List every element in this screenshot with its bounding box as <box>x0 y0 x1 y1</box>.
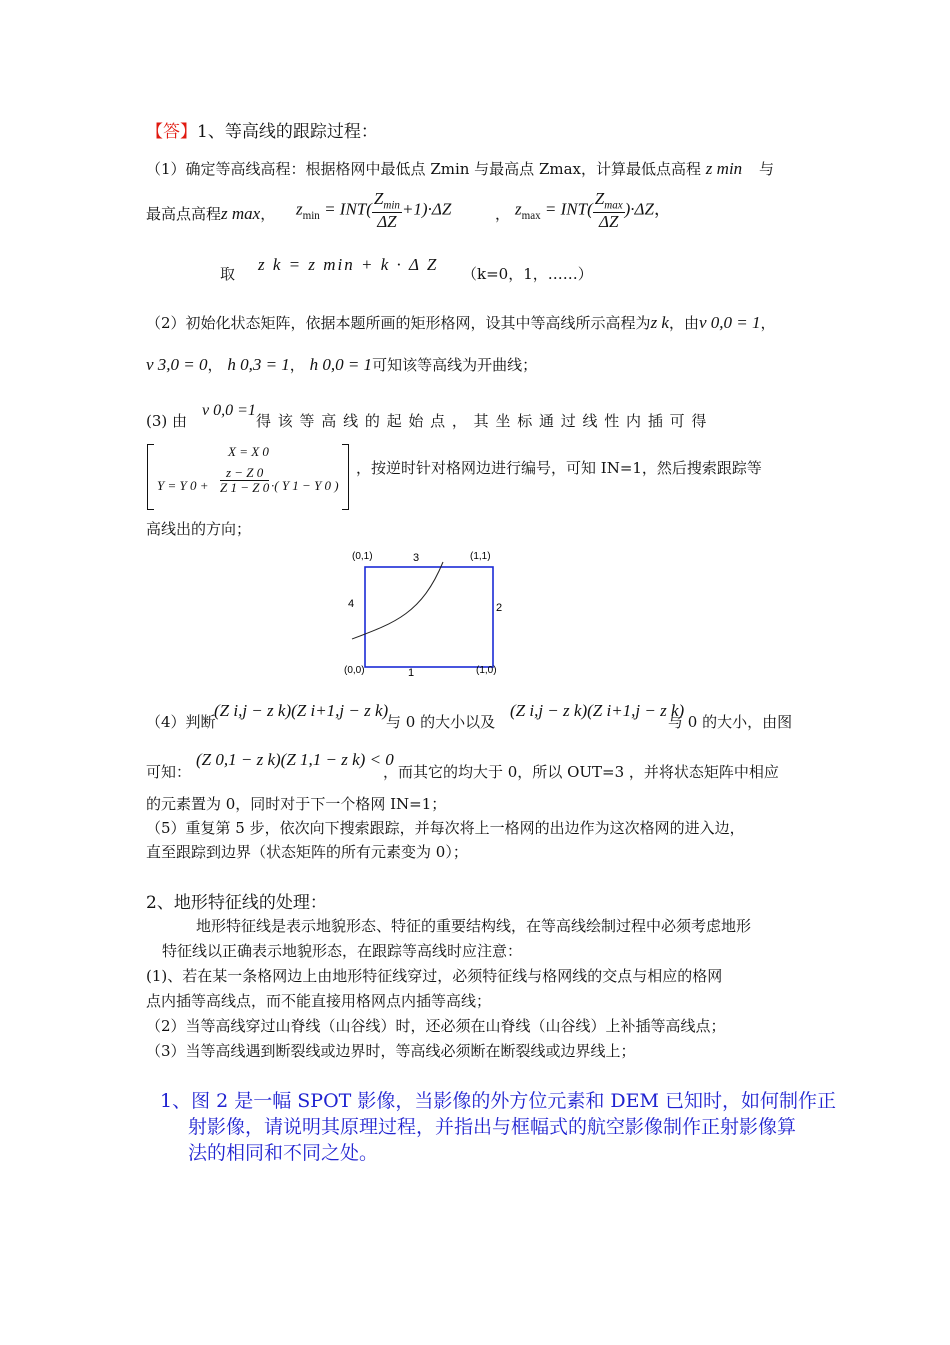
para-1-line-2-label <box>146 203 275 224</box>
zmin-tail: +1)·ΔZ <box>401 199 452 219</box>
para-2-line-2: v 3,0 = 0， h 0,3 = 1， h 0,0 = 1可知该等高线为开曲线； <box>146 355 538 374</box>
grid-cell-figure <box>340 545 510 680</box>
h00: h 0,0 = 1 <box>309 355 373 374</box>
system-fraction <box>220 466 269 496</box>
fraction-zmin-num <box>372 190 402 213</box>
zmin-lhs-sub: min <box>302 209 320 222</box>
para-4-start: （4）判断 <box>146 713 216 731</box>
para-4-expr-2: (Z i,j − z k)(Z i+1,j − z k) <box>510 701 685 720</box>
heading-text: 1、等高线的跟踪过程： <box>197 122 378 142</box>
para-5-line-1: （5）重复第 5 步，依次向下搜索跟踪，并每次将上一格网的出边作为这次格网的进入边， <box>146 819 745 837</box>
para-4-mid: 与 0 的大小以及 <box>386 713 496 731</box>
para-2-you: ，由 <box>668 314 699 332</box>
para-3-start: (3) 由 <box>146 412 188 430</box>
question-line-3: 法的相同和不同之处。 <box>188 1142 379 1164</box>
zmin-lhs: z <box>296 199 303 219</box>
fraction-zmax-den: ΔZ <box>598 211 619 231</box>
section-2-item-2: （2）当等高线穿过山脊线（山谷线）时，还必须在山脊线（山谷线）上补插等高线点； <box>146 1017 726 1035</box>
zmax-lhs: z <box>515 199 522 219</box>
section-2-item-1-line-2: 点内插等高线点，而不能直接用格网点内插等高线； <box>146 992 492 1010</box>
v30: v 3,0 = 0 <box>146 355 208 374</box>
system-frac-den: Z 1 − Z 0 <box>220 480 270 496</box>
para-1-and: 与 <box>758 160 774 178</box>
corner-tr-label: (1,1) <box>470 551 491 562</box>
para-2-end: 可知该等高线为开曲线； <box>372 356 538 374</box>
edge-left-label: 4 <box>348 598 355 610</box>
num-z-2: Z <box>594 189 605 208</box>
para-4-end: 与 0 的大小，由图 <box>668 713 793 731</box>
system-frac-num: z − Z 0 <box>220 466 269 481</box>
para-4-rest: ，而其它的均大于 0，所以 OUT=3 ，并将状态矩阵中相应 <box>383 763 779 781</box>
para-3-after: ，按逆时针对格网边进行编号，可知 IN=1，然后搜索跟踪等 <box>356 459 762 477</box>
system-line-2-b: ·( Y 1 − Y 0 ) <box>271 478 339 493</box>
edge-top-label: 3 <box>413 552 420 564</box>
para-2-zk: z k <box>650 313 669 332</box>
para-2-line-1 <box>146 312 776 333</box>
h03: h 0,3 = 1 <box>227 355 290 374</box>
para-4-known: 可知： <box>146 763 192 781</box>
zmax-tail: )·ΔZ <box>624 199 654 219</box>
para-3-line-3: 高线出的方向； <box>146 520 252 538</box>
section-2-item-1-line-1: (1)、若在某一条格网边上由地形特征线穿过，必须特征线与格网线的交点与相应的格网 <box>146 967 723 985</box>
section-2-intro-1: 地形特征线是表示地貌形态、特征的重要结构线，在等高线绘制过程中必须考虑地形 <box>196 917 752 935</box>
zmax-symbol: z max <box>221 204 261 223</box>
corner-br-label: (1,0) <box>476 665 497 676</box>
formula-separator: ， <box>495 205 511 223</box>
num-z: Z <box>373 189 384 208</box>
take-label: 取 <box>220 265 236 283</box>
answer-heading <box>146 117 378 142</box>
fraction-zmax-num <box>593 190 625 213</box>
fraction-zmax <box>593 190 625 231</box>
para-1-line-1 <box>146 158 774 179</box>
para-4-line-3: 的元素置为 0，同时对于下一个格网 IN=1； <box>146 795 447 813</box>
corner-tl-label: (0,1) <box>352 551 373 562</box>
zmin-symbol: z min <box>705 159 743 178</box>
grid-cell-rect <box>365 567 493 667</box>
para-3-text: 得 该 等 高 线 的 起 始 点 ， 其 坐 标 通 过 线 性 内 插 可 得 <box>256 412 708 430</box>
question-line-2: 射影像，请说明其原理过程，并指出与框幅式的航空影像制作正射影像算 <box>188 1116 797 1138</box>
right-brace <box>342 444 349 510</box>
fraction-zmin <box>372 190 402 231</box>
para-2-comma: ， <box>760 314 776 332</box>
num-sub-2: max <box>604 199 623 212</box>
zmax-formula <box>515 190 671 231</box>
para-1-line-2-text: 最高点高程 <box>146 205 222 223</box>
answer-tag: 【答】 <box>146 122 197 142</box>
section-2-heading: 2、地形特征线的处理： <box>146 893 327 913</box>
zk-range: （k=0，1，……） <box>462 265 593 283</box>
eq-int-2: = INT( <box>540 199 593 219</box>
left-brace <box>147 444 154 510</box>
zmin-formula <box>296 190 451 231</box>
para-2-v00: v 0,0 = 1 <box>699 313 761 332</box>
section-2-intro-2: 特征线以正确表示地貌形态，在跟踪等高线时应注意： <box>162 942 523 960</box>
para-3-v00: v 0,0 =1 <box>202 402 256 419</box>
para-4-expr-1: (Z i,j − z k)(Z i+1,j − z k) <box>214 701 389 720</box>
para-2-text: （2）初始化状态矩阵，依据本题所画的矩形格网，设其中等高线所示高程为 <box>146 314 651 332</box>
num-sub: min <box>383 199 400 212</box>
para-4-expr-3: (Z 0,1 − z k)(Z 1,1 − z k) < 0 <box>196 750 394 769</box>
system-line-1: X = X 0 <box>228 444 269 459</box>
eq-int: = INT( <box>319 199 372 219</box>
para-5-line-2: 直至跟踪到边界（状态矩阵的所有元素变为 0）； <box>146 843 468 861</box>
question-line-1: 1、图 2 是一幅 SPOT 影像，当影像的外方位元素和 DEM 已知时，如何制作正 <box>160 1090 837 1112</box>
zk-formula: z k = z min + k · Δ Z <box>258 255 439 274</box>
fraction-zmin-den: ΔZ <box>377 211 397 231</box>
zmax-lhs-sub: max <box>521 209 541 222</box>
formula-end: ， <box>653 199 671 219</box>
edge-bottom-label: 1 <box>408 667 415 679</box>
para-1-text: （1）确定等高线高程：根据格网中最低点 Zmin 与最高点 Zmax，计算最低点高程 <box>146 160 702 178</box>
edge-right-label: 2 <box>496 602 503 614</box>
system-frac <box>220 466 269 496</box>
system-line-2-a: Y = Y 0 + <box>157 478 209 493</box>
corner-bl-label: (0,0) <box>344 665 365 676</box>
comma: ， <box>260 205 276 223</box>
section-2-item-3: （3）当等高线遇到断裂线或边界时，等高线必须断在断裂线或边界线上； <box>146 1042 636 1060</box>
